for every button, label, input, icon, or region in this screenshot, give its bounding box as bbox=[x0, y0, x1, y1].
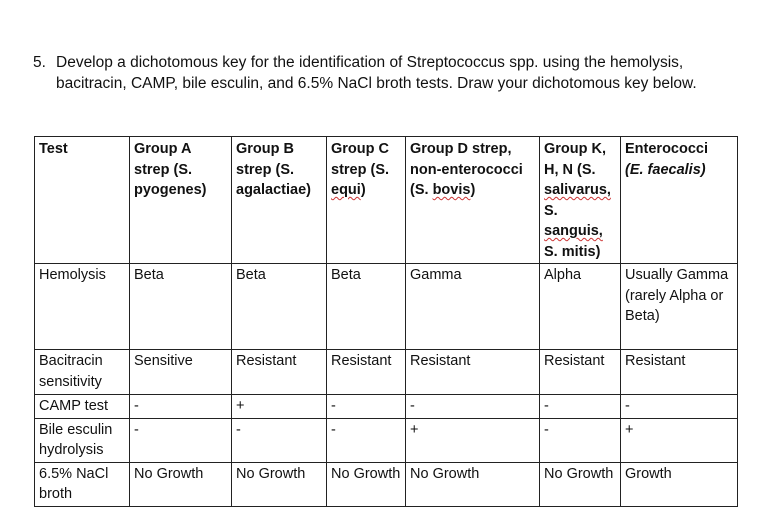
table-cell: No Growth bbox=[540, 462, 621, 506]
header-group-a: Group A strep (S. pyogenes) bbox=[130, 137, 232, 264]
table-cell: Sensitive bbox=[130, 350, 232, 395]
table-row bbox=[35, 350, 738, 395]
table-cell: - bbox=[327, 418, 406, 462]
table-cell: Usually Gamma (rarely Alpha or Beta) bbox=[621, 264, 738, 350]
table-cell: Resistant bbox=[621, 350, 738, 395]
header-enterococci: Enterococci (E. faecalis) bbox=[621, 137, 738, 264]
table-cell: - bbox=[232, 418, 327, 462]
table-cell: No Growth bbox=[406, 462, 540, 506]
table-cell: Resistant bbox=[406, 350, 540, 395]
table-cell: No Growth bbox=[327, 462, 406, 506]
table-row bbox=[35, 264, 738, 350]
question-number: 5. bbox=[33, 54, 46, 71]
table-cell: Resistant bbox=[232, 350, 327, 395]
table-cell: + bbox=[232, 395, 327, 419]
table-row bbox=[35, 418, 738, 462]
table-cell: - bbox=[540, 395, 621, 419]
table-cell: - bbox=[130, 395, 232, 419]
table-cell: Beta bbox=[327, 264, 406, 350]
spellcheck-word: salivarus, bbox=[544, 182, 611, 198]
header-group-d: Group D strep, non-enterococci (S. bovis) bbox=[406, 137, 540, 264]
table-cell: Resistant bbox=[327, 350, 406, 395]
table-cell: + bbox=[621, 418, 738, 462]
table-cell: Beta bbox=[130, 264, 232, 350]
table-cell: No Growth bbox=[232, 462, 327, 506]
table-row bbox=[35, 462, 738, 506]
table-cell: No Growth bbox=[130, 462, 232, 506]
spellcheck-word: bovis bbox=[432, 182, 471, 198]
table-cell: - bbox=[130, 418, 232, 462]
table-cell: + bbox=[406, 418, 540, 462]
row-label: Hemolysis bbox=[35, 264, 130, 350]
table-cell: Resistant bbox=[540, 350, 621, 395]
row-label: CAMP test bbox=[35, 395, 130, 419]
table-cell: Alpha bbox=[540, 264, 621, 350]
row-label: 6.5% NaCl broth bbox=[35, 462, 130, 506]
row-label: Bacitracin sensitivity bbox=[35, 350, 130, 395]
table-row bbox=[35, 395, 738, 419]
table-cell: - bbox=[327, 395, 406, 419]
table-cell: - bbox=[540, 418, 621, 462]
question-text: Develop a dichotomous key for the identification of Streptococcus spp. using the hemolysis, bacitracin, CAMP, bile esculin, and 6.5% NaCl broth tests. Draw your dichotomous key below. bbox=[56, 54, 697, 92]
spellcheck-word: sanguis, bbox=[544, 223, 603, 239]
streptococcus-test-table bbox=[34, 136, 738, 507]
spellcheck-word: equi bbox=[331, 182, 361, 198]
table-cell: Beta bbox=[232, 264, 327, 350]
table-cell: Gamma bbox=[406, 264, 540, 350]
table-cell: Growth bbox=[621, 462, 738, 506]
table-cell: - bbox=[406, 395, 540, 419]
header-group-c: Group C strep (S. equi) bbox=[327, 137, 406, 264]
table-header-row bbox=[35, 137, 738, 264]
header-group-k: Group K, H, N (S. salivarus, S. sanguis, S. mitis) bbox=[540, 137, 621, 264]
table-cell: - bbox=[621, 395, 738, 419]
header-test: Test bbox=[35, 137, 130, 264]
row-label: Bile esculin hydrolysis bbox=[35, 418, 130, 462]
header-group-b: Group B strep (S. agalactiae) bbox=[232, 137, 327, 264]
